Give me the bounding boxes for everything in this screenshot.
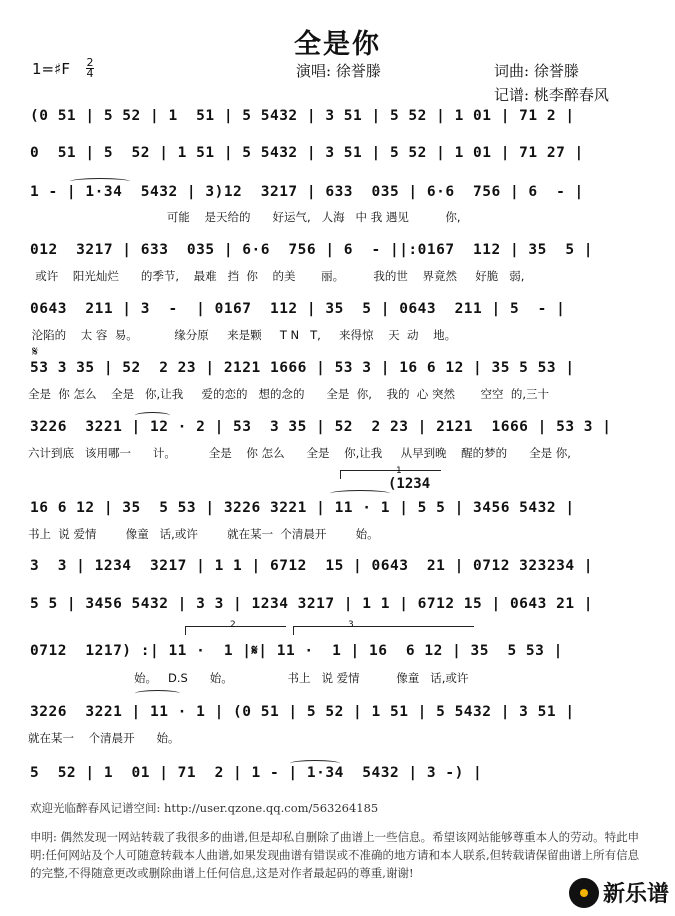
score-system-7: 3226 3221 | 12 · 2 | 53 3 35 | 52 2 23 | 2121 1666 | 53 3 | — [30, 419, 612, 435]
lyrics-line-5: 沦陷的 太 容 易。 缘分原 来是颗 T N T, 来得惊 天 动 地。 — [28, 328, 457, 342]
score-system-5: 0643 211 | 3 - | 0167 112 | 35 5 | 0643 211 | 5 - | — [30, 301, 566, 317]
copyright-notice: 申明: 偶然发现一网站转载了我很多的曲谱,但是却私自删除了曲谱上一些信息。希望该网站能够尊重本人的劳动。特此申明:任何网站及个人可随意转载本人曲谱,如果发现曲谱有错误或不准确的地方请和本人联系,但转载请保留曲谱上所有信息的完整,不得随意更改或删除曲谱上任何信息,这是对作者最起码的尊重,谢谢! — [30, 830, 640, 880]
slur — [290, 760, 340, 767]
lyrics-line-12: 就在某一 个清晨开 始。 — [28, 731, 180, 745]
song-title: 全是你 — [294, 29, 381, 60]
lyrics-line-6: 全是 你 怎么 全是 你,让我 爱的恋的 想的念的 全是 你, 我的 心 突然 空空 的,三十 — [28, 387, 549, 401]
time-signature — [86, 58, 94, 79]
singer-credit: 演唱: 徐誉滕 — [296, 62, 381, 80]
volta-bracket-3 — [293, 626, 474, 635]
logo-text: 新乐谱 — [602, 882, 669, 907]
score-system-12: 3226 3221 | 11 · 1 | (0 51 | 5 52 | 1 51 | 5 5432 | 3 51 | — [30, 704, 575, 720]
volta-number: 1 — [396, 466, 402, 476]
score-system-8: 16 6 12 | 35 5 53 | 3226 3221 | 11 · 1 | 5 5 | 3456 5432 | — [30, 500, 575, 516]
lyrics-line-7: 六计到底 该用哪一 计。 全是 你 怎么 全是 你,让我 从早到晚 醒的梦的 全是 你, — [28, 446, 571, 460]
time-sig-denominator: 4 — [86, 67, 94, 80]
volta-number-3: 3 — [348, 620, 354, 630]
record-icon — [569, 878, 599, 908]
volta-number-2: 2 — [230, 620, 236, 630]
lyrics-line-11: 始。 D.S 始。 书上 说 爱情 像童 话,或许 — [28, 671, 469, 685]
score-system-1: (0 51 | 5 52 | 1 51 | 5 5432 | 3 51 | 5 52 | 1 01 | 71 2 | — [30, 108, 575, 124]
volta-pickup: (1234 — [388, 476, 431, 492]
composer-credit: 词曲: 徐誉滕 — [494, 62, 579, 80]
score-system-9: 3 3 | 1234 3217 | 1 1 | 6712 15 | 0643 21 | 0712 323234 | — [30, 558, 594, 574]
lyrics-line-4: 或许 阳光灿烂 的季节, 最难 挡 你 的美 丽。 我的世 界竟然 好脆 弱, — [28, 269, 525, 283]
time-sig-numerator: 2 — [86, 56, 94, 69]
score-system-4: 012 3217 | 633 035 | 6·6 756 | 6 - ||:0167 112 | 35 5 | — [30, 242, 594, 258]
slur — [70, 178, 130, 185]
slur — [330, 490, 390, 497]
lyrics-line-8: 书上 说 爱情 像童 话,或许 就在某一 个清晨开 始。 — [28, 527, 379, 541]
score-system-2: 0 51 | 5 52 | 1 51 | 5 5432 | 3 51 | 5 52 | 1 01 | 71 27 | — [30, 145, 584, 161]
score-system-13: 5 52 | 1 01 | 71 2 | 1 - | 1·34 5432 | 3 -) | — [30, 765, 483, 781]
score-system-10: 5 5 | 3456 5432 | 3 3 | 1234 3217 | 1 1 | 6712 15 | 0643 21 | — [30, 596, 594, 612]
website-footer: 欢迎光临醉春风记谱空间: http://user.qzone.qq.com/563264185 — [30, 801, 379, 815]
slur — [135, 690, 180, 697]
slur — [135, 412, 170, 419]
segno-sign: 𝄋 — [32, 344, 39, 360]
lyrics-line-3: 可能 是天给的 好运气, 人海 中 我 遇见 你, — [28, 210, 461, 224]
score-system-6: 53 3 35 | 52 2 23 | 2121 1666 | 53 3 | 16 6 12 | 35 5 53 | — [30, 360, 575, 376]
transcriber-credit: 记谱: 桃李醉春风 — [494, 86, 609, 104]
key-signature: 1=♯F — [32, 60, 70, 78]
score-system-3: 1 - | 1·34 5432 | 3)12 3217 | 633 035 | 6·6 756 | 6 - | — [30, 184, 584, 200]
score-system-11: 0712 1217) :| 11 · 1 |𝄋| 11 · 1 | 16 6 12 | 35 5 53 | — [30, 643, 563, 659]
site-logo — [569, 877, 669, 908]
